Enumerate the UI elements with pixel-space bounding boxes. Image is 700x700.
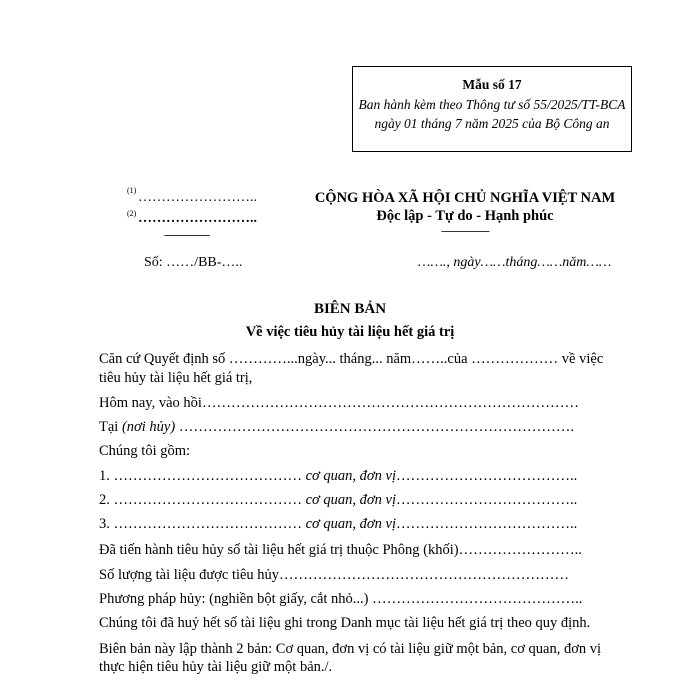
quantity-line: Số lượng tài liệu được tiêu hủy…………………………………………………… <box>99 567 570 583</box>
agency-line-2: …………………….. <box>138 211 257 226</box>
basis-line-1: Căn cứ Quyết định số …………...ngày... tháng... năm……..của ……………… về việc <box>99 351 604 367</box>
form-number-subtitle: Ban hành kèm theo Thông tư số 55/2025/TT-BCA ngày 01 tháng 7 năm 2025 của Bộ Công an <box>358 97 626 131</box>
member-agency-label: cơ quan, đơn vị <box>305 516 397 532</box>
place-date: ……., ngày……tháng……năm…… <box>418 255 612 270</box>
copies-line-1: Biên bản này lập thành 2 bản: Cơ quan, đơn vị có tài liệu giữ một bản, cơ quan, đơn vị <box>99 641 602 657</box>
member-line <box>99 492 577 509</box>
member-agency-label: cơ quan, đơn vị <box>305 468 397 484</box>
agency-line-1: …………………….. <box>138 190 257 205</box>
right-divider: ------------------ <box>441 225 489 237</box>
member-agency-dots: ……………………………….. <box>396 516 578 532</box>
basis-line-2: tiêu hủy tài liệu hết giá trị, <box>99 370 253 386</box>
form-number-title: Mẫu số 17 <box>462 77 522 92</box>
method-line: Phương pháp hủy: (nghiền bột giấy, cắt nhỏ...) …………………………………….. <box>99 591 583 607</box>
nation-title: CỘNG HÒA XÃ HỘI CHỦ NGHĨA VIỆT NAM <box>314 190 616 206</box>
member-line <box>99 516 577 533</box>
conducted-line: Đã tiến hành tiêu hủy số tài liệu hết giá trị thuộc Phông (khối)…………………….. <box>99 542 582 558</box>
member-name-dots: 2. ………………………………… <box>99 492 306 508</box>
footnote-marker-2: (2) <box>127 209 137 218</box>
left-divider: ----------------- <box>164 229 210 241</box>
document-subject: Về việc tiêu hủy tài liệu hết giá trị <box>245 324 455 340</box>
members-heading: Chúng tôi gồm: <box>99 443 191 459</box>
document-number: Số: ……/BB-….. <box>144 255 243 270</box>
place-dots: ………………………………………………………………………. <box>175 419 574 435</box>
member-agency-label: cơ quan, đơn vị <box>305 492 397 508</box>
place-hint: (nơi hủy) <box>121 419 176 435</box>
member-agency-dots: ……………………………….. <box>396 492 578 508</box>
meeting-time-line: Hôm nay, vào hồi…………………………………………………………………… <box>99 395 579 411</box>
national-motto: Độc lập - Tự do - Hạnh phúc <box>376 208 554 224</box>
copies-line-2: thực hiện tiêu hủy tài liệu giữ một bản./. <box>99 659 333 675</box>
member-name-dots: 3. ………………………………… <box>99 516 306 532</box>
document-title: BIÊN BẢN <box>313 301 387 317</box>
destroyed-statement: Chúng tôi đã huỷ hết số tài liệu ghi trong Danh mục tài liệu hết giá trị theo quy định. <box>99 615 591 631</box>
place-line <box>99 419 574 436</box>
footnote-marker-1: (1) <box>127 186 137 195</box>
member-line <box>99 468 577 485</box>
place-label: Tại <box>99 419 122 435</box>
member-agency-dots: ……………………………….. <box>396 468 578 484</box>
member-name-dots: 1. ………………………………… <box>99 468 306 484</box>
form-number-box <box>352 66 632 152</box>
